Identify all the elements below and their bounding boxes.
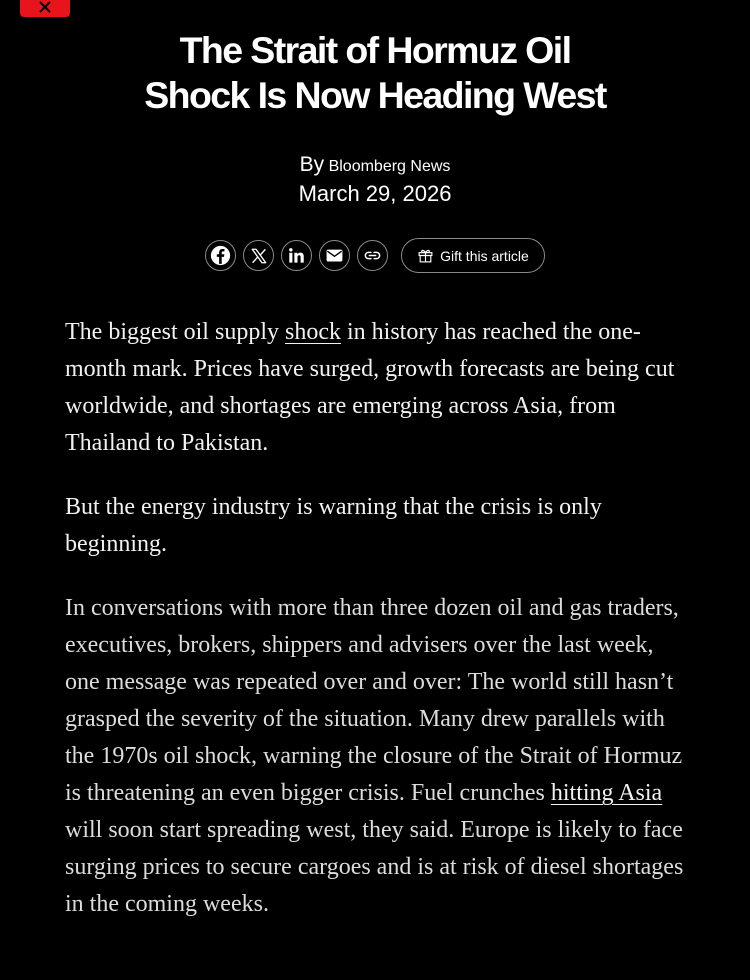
email-icon bbox=[325, 246, 344, 265]
article-headline bbox=[0, 28, 750, 118]
byline bbox=[0, 150, 750, 182]
share-x-button[interactable] bbox=[243, 240, 274, 271]
gift-article-button[interactable] bbox=[401, 238, 545, 273]
share-email-button[interactable] bbox=[319, 240, 350, 271]
share-linkedin-button[interactable] bbox=[281, 240, 312, 271]
byline-prefix: By bbox=[299, 153, 325, 176]
publish-date: March 29, 2026 bbox=[298, 181, 452, 206]
paragraph-text: will soon start spreading west, they said. Europe is likely to face surging prices to secure cargoes and is at risk of diesel shortages in the coming weeks. bbox=[65, 817, 684, 917]
paragraph-text: In conversations with more than three dozen oil and gas traders, executives, brokers, shippers and advisers over the last week, one message was repeated over and over: The world still hasn’t grasped the severity of the situation. Many drew parallels with the 1970s oil shock, warning the closure of the Strait of Hormuz is threatening an even bigger crisis. Fuel crunches bbox=[65, 595, 683, 806]
share-facebook-button[interactable] bbox=[205, 240, 236, 271]
paragraph-text: in history has reached the one-month mark. Prices have surged, growth forecasts are being cut worldwide, and shortages are emerging across Asia, from Thailand to Pakistan. bbox=[65, 319, 675, 456]
gift-icon bbox=[417, 247, 434, 264]
share-toolbar bbox=[0, 238, 750, 273]
article-paragraph-3 bbox=[65, 590, 693, 923]
headline-line-1: The Strait of Hormuz Oil bbox=[179, 29, 571, 71]
article-body bbox=[65, 314, 693, 950]
paragraph-text: The biggest oil supply bbox=[65, 319, 285, 345]
link-icon bbox=[363, 246, 382, 265]
byline-author[interactable]: Bloomberg News bbox=[328, 158, 451, 175]
shock-link[interactable]: shock bbox=[284, 319, 341, 345]
hitting-asia-link[interactable]: hitting Asia bbox=[550, 780, 663, 806]
gift-article-label: Gift this article bbox=[440, 247, 529, 264]
headline-line-2: Shock Is Now Heading West bbox=[144, 74, 606, 116]
article-paragraph-1 bbox=[65, 314, 693, 462]
close-button[interactable] bbox=[20, 0, 70, 17]
close-icon bbox=[38, 0, 52, 14]
linkedin-icon bbox=[288, 247, 305, 264]
facebook-icon bbox=[210, 245, 231, 266]
x-icon bbox=[250, 247, 268, 265]
article-paragraph-2: But the energy industry is warning that the crisis is only beginning. bbox=[65, 494, 602, 557]
copy-link-button[interactable] bbox=[357, 240, 388, 271]
